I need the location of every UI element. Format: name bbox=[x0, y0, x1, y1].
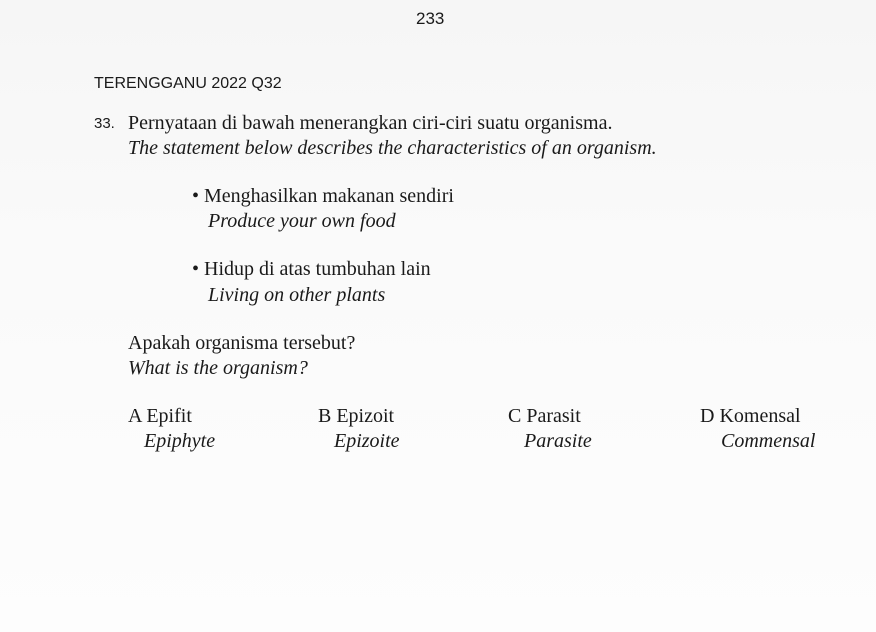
option-b-malay: B Epizoit bbox=[318, 405, 395, 427]
bullet-item-english: Produce your own food bbox=[208, 210, 396, 232]
option-b-english: Epizoite bbox=[334, 430, 400, 452]
option-c-english: Parasite bbox=[524, 430, 592, 452]
question-stem-malay: Pernyataan di bawah menerangkan ciri-ciri suatu organisma. bbox=[128, 112, 613, 134]
question-stem-english: The statement below describes the characteristics of an organism. bbox=[128, 137, 657, 159]
question-prompt-english: What is the organism? bbox=[128, 357, 308, 379]
option-c-malay: C Parasit bbox=[508, 405, 581, 427]
source-label: TERENGGANU 2022 Q32 bbox=[94, 75, 282, 92]
option-a-malay: A Epifit bbox=[128, 405, 192, 427]
question-number: 33. bbox=[94, 115, 115, 132]
bullet-item-malay: • Menghasilkan makanan sendiri bbox=[192, 185, 454, 207]
bullet-item-malay: • Hidup di atas tumbuhan lain bbox=[192, 258, 431, 280]
option-d-malay: D Komensal bbox=[700, 405, 801, 427]
page-number: 233 bbox=[416, 9, 445, 28]
bullet-item-english: Living on other plants bbox=[208, 284, 386, 306]
option-a-english: Epiphyte bbox=[144, 430, 216, 452]
question-prompt-malay: Apakah organisma tersebut? bbox=[128, 332, 356, 354]
option-d-english: Commensal bbox=[721, 430, 816, 452]
